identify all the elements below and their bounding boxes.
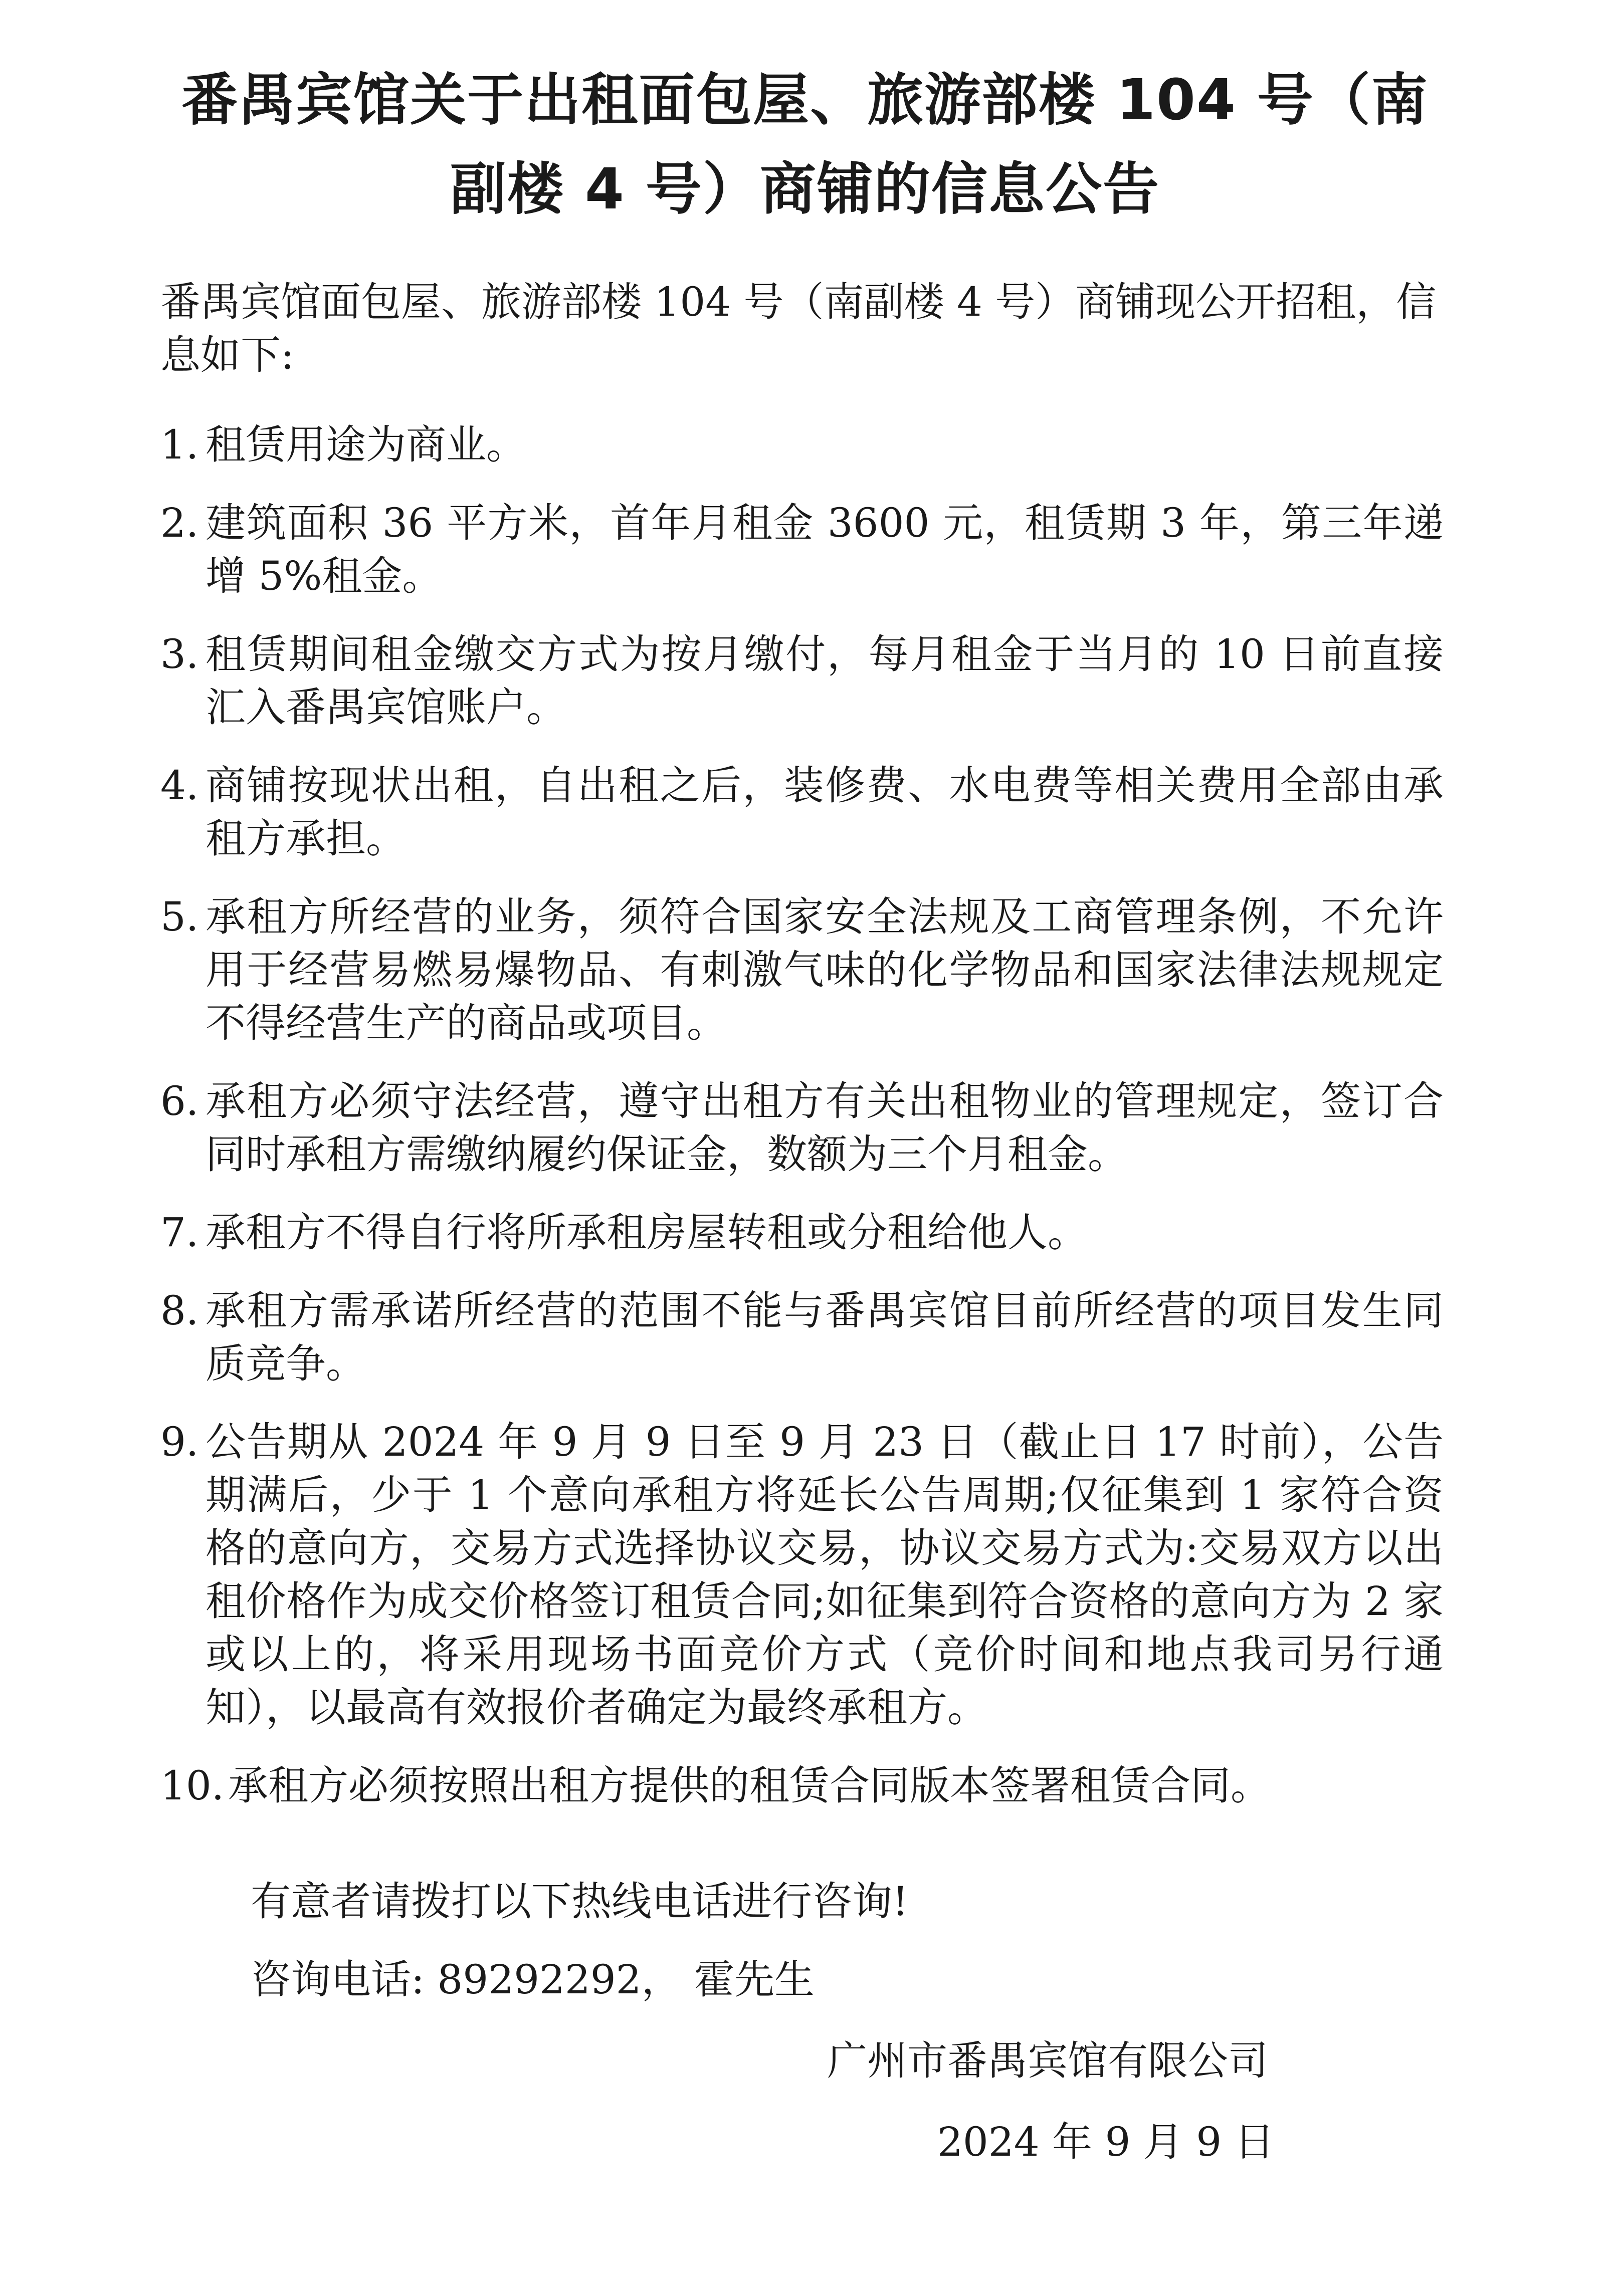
notice-item-list — [160, 418, 1444, 1838]
contact-label: 咨询电话: — [251, 1956, 425, 2003]
list-item — [160, 759, 1444, 865]
item-text: 承租方所经营的业务，须符合国家安全法规及工商管理条例，不允许用于经营易燃易爆物品、有刺激气味的化学物品和国家法律法规规定不得经营生产的商品或项目。 — [206, 893, 1444, 1046]
issuer-company: 广州市番禺宾馆有限公司 — [827, 2037, 1268, 2084]
item-number: 6. — [160, 1078, 199, 1124]
list-item — [160, 1759, 1444, 1812]
issue-date: 2024 年 9 月 9 日 — [937, 2119, 1275, 2165]
list-item — [160, 1206, 1444, 1259]
item-number: 8. — [160, 1287, 199, 1334]
item-number: 5. — [160, 893, 199, 940]
item-number: 9. — [160, 1419, 199, 1465]
item-text: 承租方必须按照出租方提供的租赁合同版本签署租赁合同。 — [228, 1762, 1271, 1809]
contact-person: 霍先生 — [694, 1956, 815, 2003]
item-text: 商铺按现状出租，自出租之后，装修费、水电费等相关费用全部由承租方承担。 — [206, 762, 1444, 862]
notice-title-line-1: 番禺宾馆关于出租面包屋、旅游部楼 104 号（南 — [181, 68, 1429, 133]
item-text: 承租方不得自行将所承租房屋转租或分租给他人。 — [206, 1209, 1088, 1256]
list-item — [160, 890, 1444, 1050]
hotline-note: 有意者请拨打以下热线电话进行咨询! — [251, 1878, 909, 1925]
list-item — [160, 628, 1444, 734]
item-text: 公告期从 2024 年 9 月 9 日至 9 月 23 日（截止日 17 时前），公告期满后，少于 1 个意向承租方将延长公告周期;仅征集到 1 家符合资格的意向方，交易方式选择协议交易，协议交易方式为:交易双方以出租价格作为成交价格签订租赁合同;如征集到符合资格的意向方为 2 家或以上的，将采用现场书面竞价方式（竞价时间和地点我司另行通知），以最高有效报价者确定为最终承租方。 — [206, 1419, 1444, 1731]
item-number: 10. — [160, 1762, 225, 1809]
list-item — [160, 418, 1444, 472]
item-text: 承租方必须守法经营，遵守出租方有关出租物业的管理规定，签订合同时承租方需缴纳履约保证金，数额为三个月租金。 — [206, 1078, 1444, 1178]
item-text: 租赁用途为商业。 — [206, 421, 526, 468]
contact-line — [251, 1953, 1403, 2006]
list-item — [160, 1284, 1444, 1391]
list-item — [160, 1416, 1444, 1734]
item-text: 建筑面积 36 平方米，首年月租金 3600 元，租赁期 3 年，第三年递增 5%租金。 — [206, 500, 1444, 599]
item-number: 4. — [160, 762, 199, 809]
item-number: 1. — [160, 421, 199, 468]
item-number: 2. — [160, 500, 199, 546]
item-text: 租赁期间租金缴交方式为按月缴付，每月租金于当月的 10 日前直接汇入番禺宾馆账户。 — [206, 631, 1444, 731]
item-number: 7. — [160, 1209, 199, 1256]
notice-intro: 番禺宾馆面包屋、旅游部楼 104 号（南副楼 4 号）商铺现公开招租，信息如下: — [160, 279, 1437, 378]
list-item — [160, 497, 1444, 603]
item-text: 承租方需承诺所经营的范围不能与番禺宾馆目前所经营的项目发生同质竞争。 — [206, 1287, 1444, 1387]
contact-phone: 89292292， — [437, 1956, 682, 2003]
item-number: 3. — [160, 631, 199, 677]
notice-title-line-2: 副楼 4 号）商铺的信息公告 — [450, 157, 1160, 222]
list-item — [160, 1075, 1444, 1181]
